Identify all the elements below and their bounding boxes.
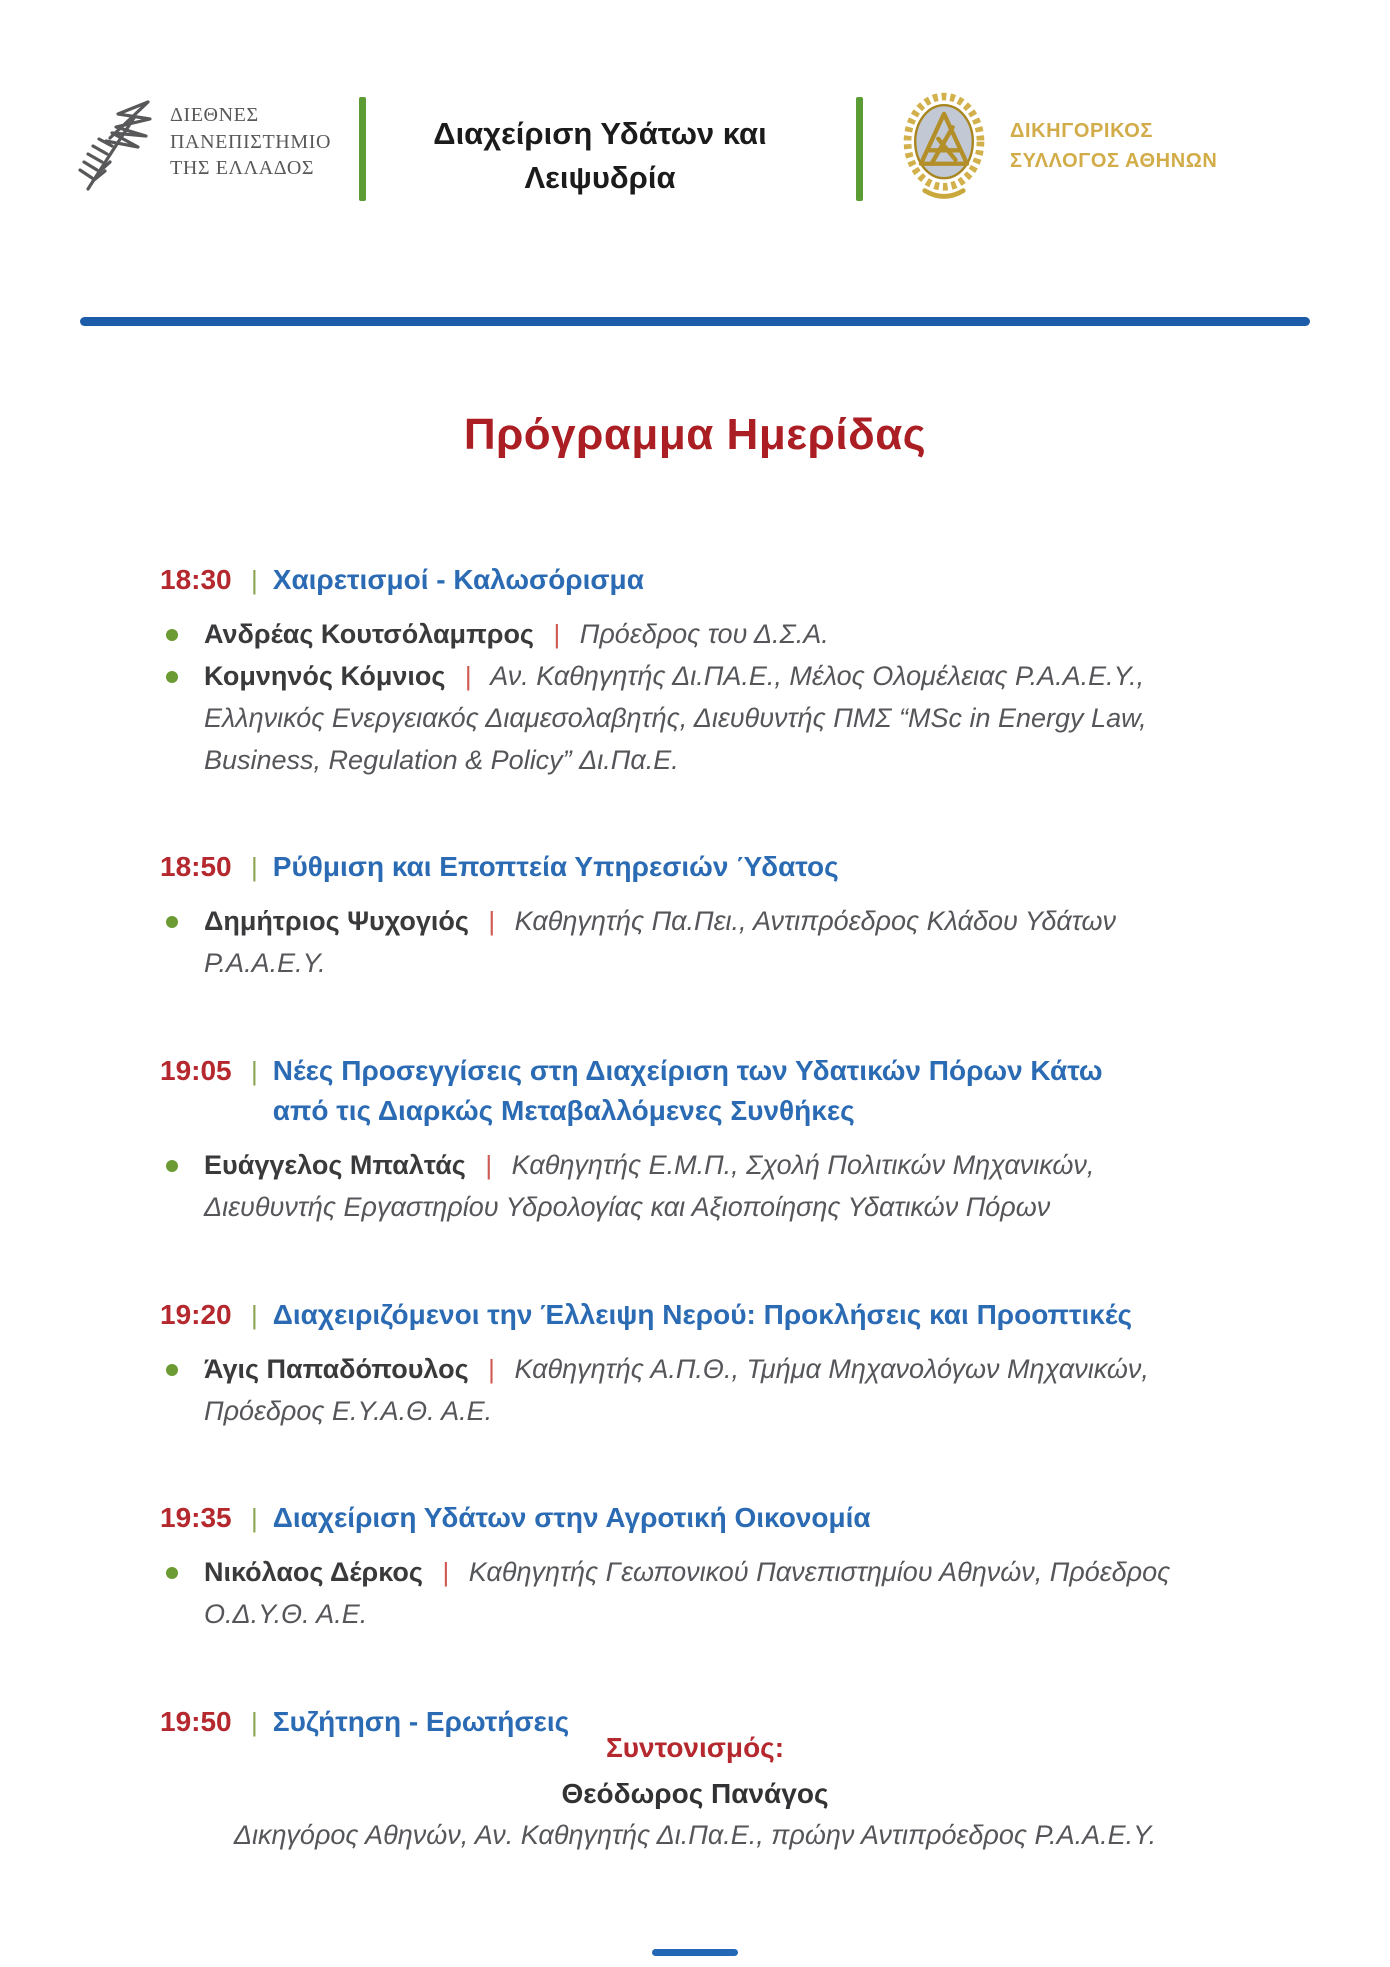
- name-separator: |: [485, 1150, 493, 1181]
- speaker-name: Νικόλαος Δέρκος: [204, 1557, 423, 1588]
- bullet-icon: [166, 671, 178, 683]
- university-name-line: ΠΑΝΕΠΙΣΤΗΜΙΟ: [170, 130, 332, 153]
- speaker-role: Καθηγητής Ε.Μ.Π., Σχολή Πολιτικών Μηχανικών, Διευθυντής Εργαστηρίου Υδρολογίας και Αξιοποίησης Υδατικών Πόρων: [204, 1150, 1095, 1222]
- speaker-list: [160, 1349, 1250, 1433]
- session-head: [160, 847, 1250, 887]
- time-separator: |: [251, 1056, 258, 1087]
- university-name-line: ΔΙΕΘΝΕΣ: [170, 104, 259, 127]
- bottom-accent-bar: [652, 1949, 738, 1956]
- time-separator: |: [251, 852, 258, 883]
- speaker-name: Ανδρέας Κουτσόλαμπρος: [204, 619, 534, 649]
- speaker-list: [160, 1145, 1250, 1229]
- name-separator: |: [488, 906, 496, 937]
- header-rule: [80, 317, 1310, 326]
- speaker-name: Άγις Παπαδόπουλος: [204, 1353, 469, 1384]
- university-logo: [76, 92, 331, 192]
- time-separator: |: [251, 1299, 258, 1330]
- speaker-row: [160, 1349, 1250, 1433]
- event-title: Διαχείριση Υδάτων και Λειψυδρία: [433, 116, 767, 196]
- bullet-icon: [166, 629, 178, 641]
- speaker-row: [160, 1145, 1250, 1229]
- session-1935: [160, 1498, 1250, 1636]
- session-1920: [160, 1295, 1250, 1433]
- session-head: [160, 560, 1250, 600]
- session-time: 18:30: [160, 564, 232, 595]
- bar-association-logo: [896, 90, 1217, 202]
- speaker-role: Πρόεδρος του Δ.Σ.Α.: [579, 619, 829, 649]
- session-title: Νέες Προσεγγίσεις στη Διαχείριση των Υδατικών Πόρων Κάτω από τις Διαρκώς Μεταβαλλόμενες Συνθήκες: [272, 1055, 1103, 1127]
- name-separator: |: [442, 1557, 450, 1588]
- speaker-row: [160, 1552, 1250, 1636]
- speaker-name: Ευάγγελος Μπαλτάς: [204, 1150, 466, 1181]
- time-separator: |: [251, 1503, 258, 1534]
- speaker-entry: [204, 1552, 1204, 1636]
- session-head: [160, 1051, 1250, 1131]
- session-head: [160, 1295, 1250, 1335]
- speaker-name: Κομνηνός Κόμνιος: [204, 660, 446, 691]
- page-title: Πρόγραμμα Ημερίδας: [463, 410, 927, 459]
- university-name-line: ΤΗΣ ΕΛΛΑΔΟΣ: [170, 157, 315, 180]
- bullet-icon: [166, 1160, 178, 1172]
- bullet-icon: [166, 916, 178, 928]
- bar-association-logo-text: [1010, 116, 1217, 176]
- moderator-name: Θεόδωρος Πανάγος: [561, 1778, 829, 1809]
- name-separator: |: [464, 660, 472, 691]
- speaker-entry: [204, 1145, 1204, 1229]
- session-1905: [160, 1051, 1250, 1229]
- speaker-row: [160, 614, 1250, 656]
- session-head: [160, 1498, 1250, 1538]
- speaker-entry: [204, 1349, 1204, 1433]
- session-title: Ρύθμιση και Εποπτεία Υπηρεσιών Ύδατος: [272, 851, 839, 883]
- session-time: 19:20: [160, 1298, 232, 1330]
- session-title: Διαχειριζόμενοι την Έλλειψη Νερού: Προκλήσεις και Προοπτικές: [272, 1298, 1133, 1330]
- speaker-entry: [204, 656, 1204, 782]
- session-title: Συζήτηση - Ερωτήσεις: [272, 1706, 570, 1738]
- session-time: 19:35: [160, 1502, 232, 1534]
- name-separator: |: [553, 619, 561, 649]
- speaker-entry: [204, 901, 1204, 985]
- laurel-branch-icon: [76, 92, 156, 192]
- bullet-icon: [166, 1364, 178, 1376]
- session-time: 19:05: [160, 1055, 232, 1087]
- session-title: Χαιρετισμοί - Καλωσόρισμα: [272, 564, 644, 595]
- speaker-list: [160, 901, 1250, 985]
- session-1850: [160, 847, 1250, 985]
- speaker-list: [160, 614, 1250, 781]
- schedule: [160, 560, 1250, 1742]
- bullet-icon: [166, 1567, 178, 1579]
- moderator-label: Συντονισμός:: [605, 1732, 785, 1763]
- speaker-role: Καθηγητής Α.Π.Θ., Τμήμα Μηχανολόγων Μηχανικών, Πρόεδρος Ε.Υ.Α.Θ. Α.Ε.: [204, 1353, 1149, 1426]
- university-logo-text: [170, 102, 331, 181]
- speaker-role: Καθηγητής Πα.Πει., Αντιπρόεδρος Κλάδου Υδάτων Ρ.Α.Α.Ε.Υ.: [204, 906, 1117, 979]
- time-separator: |: [251, 565, 258, 595]
- speaker-role: Αν. Καθηγητής Δι.ΠΑ.Ε., Μέλος Ολομέλειας Ρ.Α.Α.Ε.Υ., Ελληνικός Ενεργειακός Διαμεσολαβητής, Διευθυντής ΠΜΣ “MSc in Energy Law, Business, Regulation & Policy” Δι.Πα.Ε.: [204, 660, 1147, 775]
- bar-association-name-line: ΔΙΚΗΓΟΡΙΚΟΣ: [1010, 120, 1153, 142]
- speaker-role: Καθηγητής Γεωπονικού Πανεπιστημίου Αθηνών, Πρόεδρος Ο.Δ.Υ.Θ. Α.Ε.: [204, 1557, 1171, 1630]
- session-time: 19:50: [160, 1706, 232, 1738]
- speaker-list: [160, 1552, 1250, 1636]
- moderator-section: [0, 1732, 1390, 1851]
- speaker-row: [160, 656, 1250, 782]
- speaker-row: [160, 901, 1250, 985]
- session-title: Διαχείριση Υδάτων στην Αγροτική Οικονομία: [272, 1502, 871, 1534]
- speaker-entry: [204, 614, 829, 656]
- header-divider: [359, 97, 366, 201]
- time-separator: |: [251, 1707, 258, 1738]
- dsa-emblem-icon: [896, 90, 992, 202]
- session-time: 18:50: [160, 851, 232, 883]
- session-1830: [160, 560, 1250, 781]
- moderator-role: Δικηγόρος Αθηνών, Αν. Καθηγητής Δι.Πα.Ε., πρώην Αντιπρόεδρος Ρ.Α.Α.Ε.Υ.: [233, 1820, 1157, 1850]
- header-divider: [856, 97, 863, 201]
- name-separator: |: [488, 1353, 495, 1384]
- speaker-name: Δημήτριος Ψυχογιός: [204, 906, 469, 937]
- bar-association-name-line: ΣΥΛΛΟΓΟΣ ΑΘΗΝΩΝ: [1010, 150, 1218, 172]
